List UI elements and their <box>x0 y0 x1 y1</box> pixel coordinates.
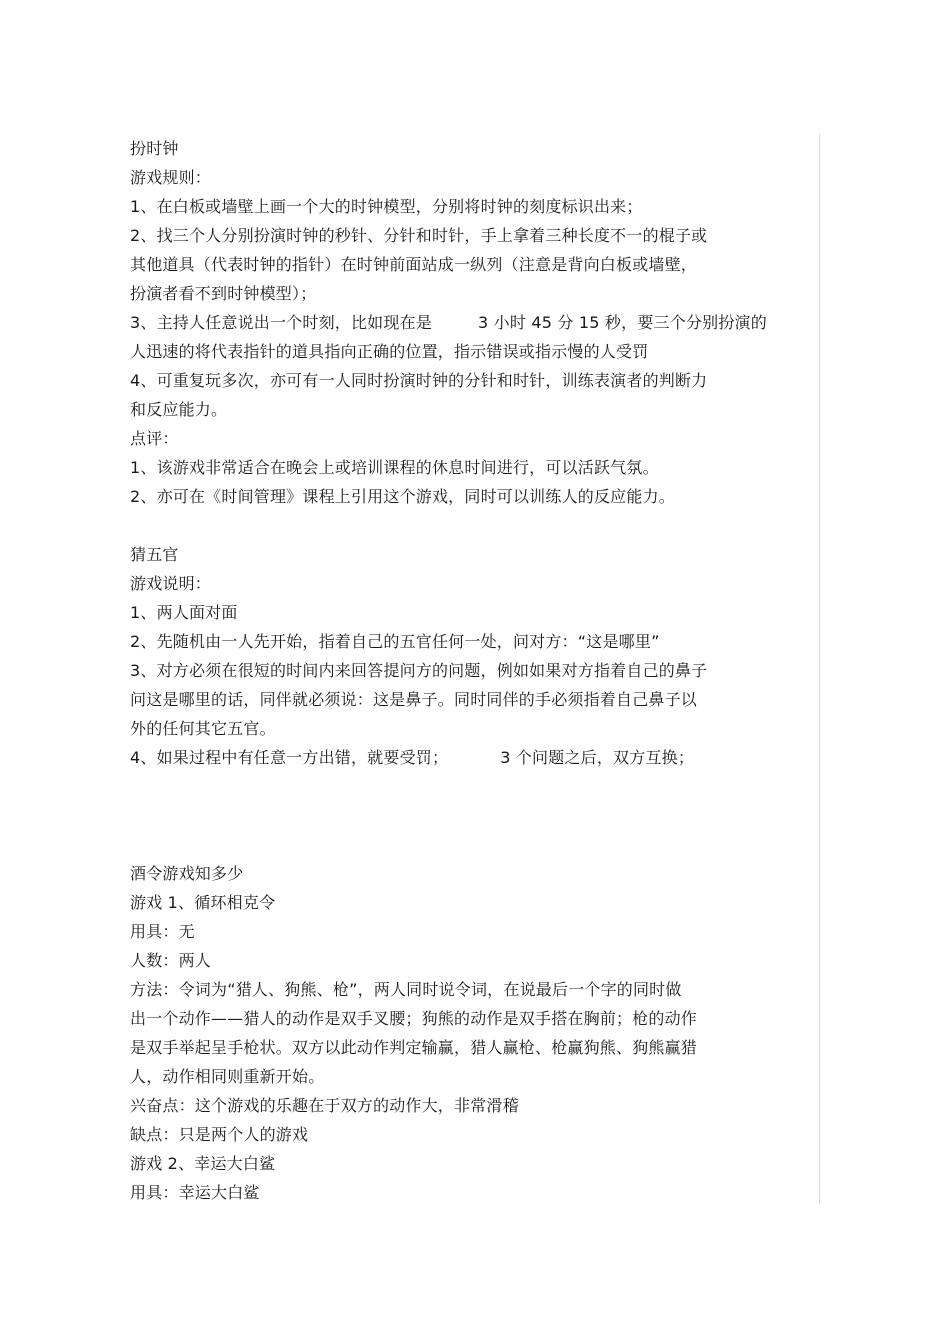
rules-heading: 游戏规则： <box>130 168 212 187</box>
rule-3-text-b: 3 小时 45 分 15 秒，要三个分别扮演的 <box>477 313 767 332</box>
instructions-heading: 游戏说明： <box>130 574 212 593</box>
instruction-3-line-1: 3、对方必须在很短的时间内来回答提问方的问题，例如如果对方指着自己的鼻子 <box>130 661 708 680</box>
game-2-tools: 用具：幸运大白鲨 <box>130 1183 260 1202</box>
rule-3-text-a: 3、主持人任意说出一个时刻，比如现在是 <box>130 313 432 332</box>
rule-2-line-3: 扮演者看不到时钟模型）； <box>130 284 317 303</box>
game-2-title: 游戏 2、幸运大白鲨 <box>130 1154 276 1173</box>
rule-4-line-1: 4、可重复玩多次，亦可有一人同时扮演时钟的分针和时针，训练表演者的判断力 <box>130 371 708 390</box>
rule-4-line-2: 和反应能力。 <box>130 400 228 419</box>
rule-1: 1、在白板或墙壁上画一个大的时钟模型，分别将时钟的刻度标识出来； <box>130 197 643 216</box>
right-margin-rule <box>819 134 820 1204</box>
comment-1: 1、该游戏非常适合在晚会上或培训课程的休息时间进行，可以活跃气氛。 <box>130 458 659 477</box>
game-1-method-line-4: 人，动作相同则重新开始。 <box>130 1067 325 1086</box>
game-1-excitement: 兴奋点：这个游戏的乐趣在于双方的动作大，非常滑稽 <box>130 1096 519 1115</box>
instruction-3-line-2: 问这是哪里的话，同伴就必须说：这是鼻子。同时同伴的手必须指着自己鼻子以 <box>130 690 698 709</box>
instruction-4-text-a: 4、如果过程中有任意一方出错，就要受罚； <box>130 748 449 767</box>
game-1-method-line-1: 方法：令词为“猎人、狗熊、枪”，两人同时说令词，在说最后一个字的同时做 <box>130 980 682 999</box>
instruction-4 <box>130 743 810 772</box>
rule-2-line-2: 其他道具（代表时钟的指针）在时钟前面站成一纵列（注意是背向白板或墙壁， <box>130 255 698 274</box>
instruction-3-line-3: 外的任何其它五官。 <box>130 719 276 738</box>
instruction-2: 2、先随机由一人先开始，指着自己的五官任何一处，问对方：“这是哪里” <box>130 632 660 651</box>
instruction-4-text-b: 3 个问题之后，双方互换； <box>500 748 695 767</box>
section-title-face: 猜五官 <box>130 545 179 564</box>
game-1-method-line-2: 出一个动作——猎人的动作是双手叉腰；狗熊的动作是双手搭在胸前；枪的动作 <box>130 1009 698 1028</box>
section-title-clock: 扮时钟 <box>130 139 179 158</box>
game-1-weakness: 缺点：只是两个人的游戏 <box>130 1125 309 1144</box>
section-title-drinking: 酒令游戏知多少 <box>130 864 244 883</box>
document-body <box>130 134 810 1207</box>
instruction-1: 1、两人面对面 <box>130 603 238 622</box>
game-1-method-line-3: 是双手举起呈手枪状。双方以此动作判定输赢，猎人赢枪、枪赢狗熊、狗熊赢猎 <box>130 1038 698 1057</box>
rule-3-line-1 <box>130 308 810 337</box>
game-1-people: 人数：两人 <box>130 951 212 970</box>
review-heading: 点评： <box>130 429 179 448</box>
game-1-tools: 用具：无 <box>130 922 195 941</box>
game-1-title: 游戏 1、循环相克令 <box>130 893 276 912</box>
comment-2: 2、亦可在《时间管理》课程上引用这个游戏，同时可以训练人的反应能力。 <box>130 487 675 506</box>
rule-2-line-1: 2、找三个人分别扮演时钟的秒针、分针和时针，手上拿着三种长度不一的棍子或 <box>130 226 708 245</box>
rule-3-line-2: 人迅速的将代表指针的道具指向正确的位置，指示错误或指示慢的人受罚 <box>130 342 649 361</box>
